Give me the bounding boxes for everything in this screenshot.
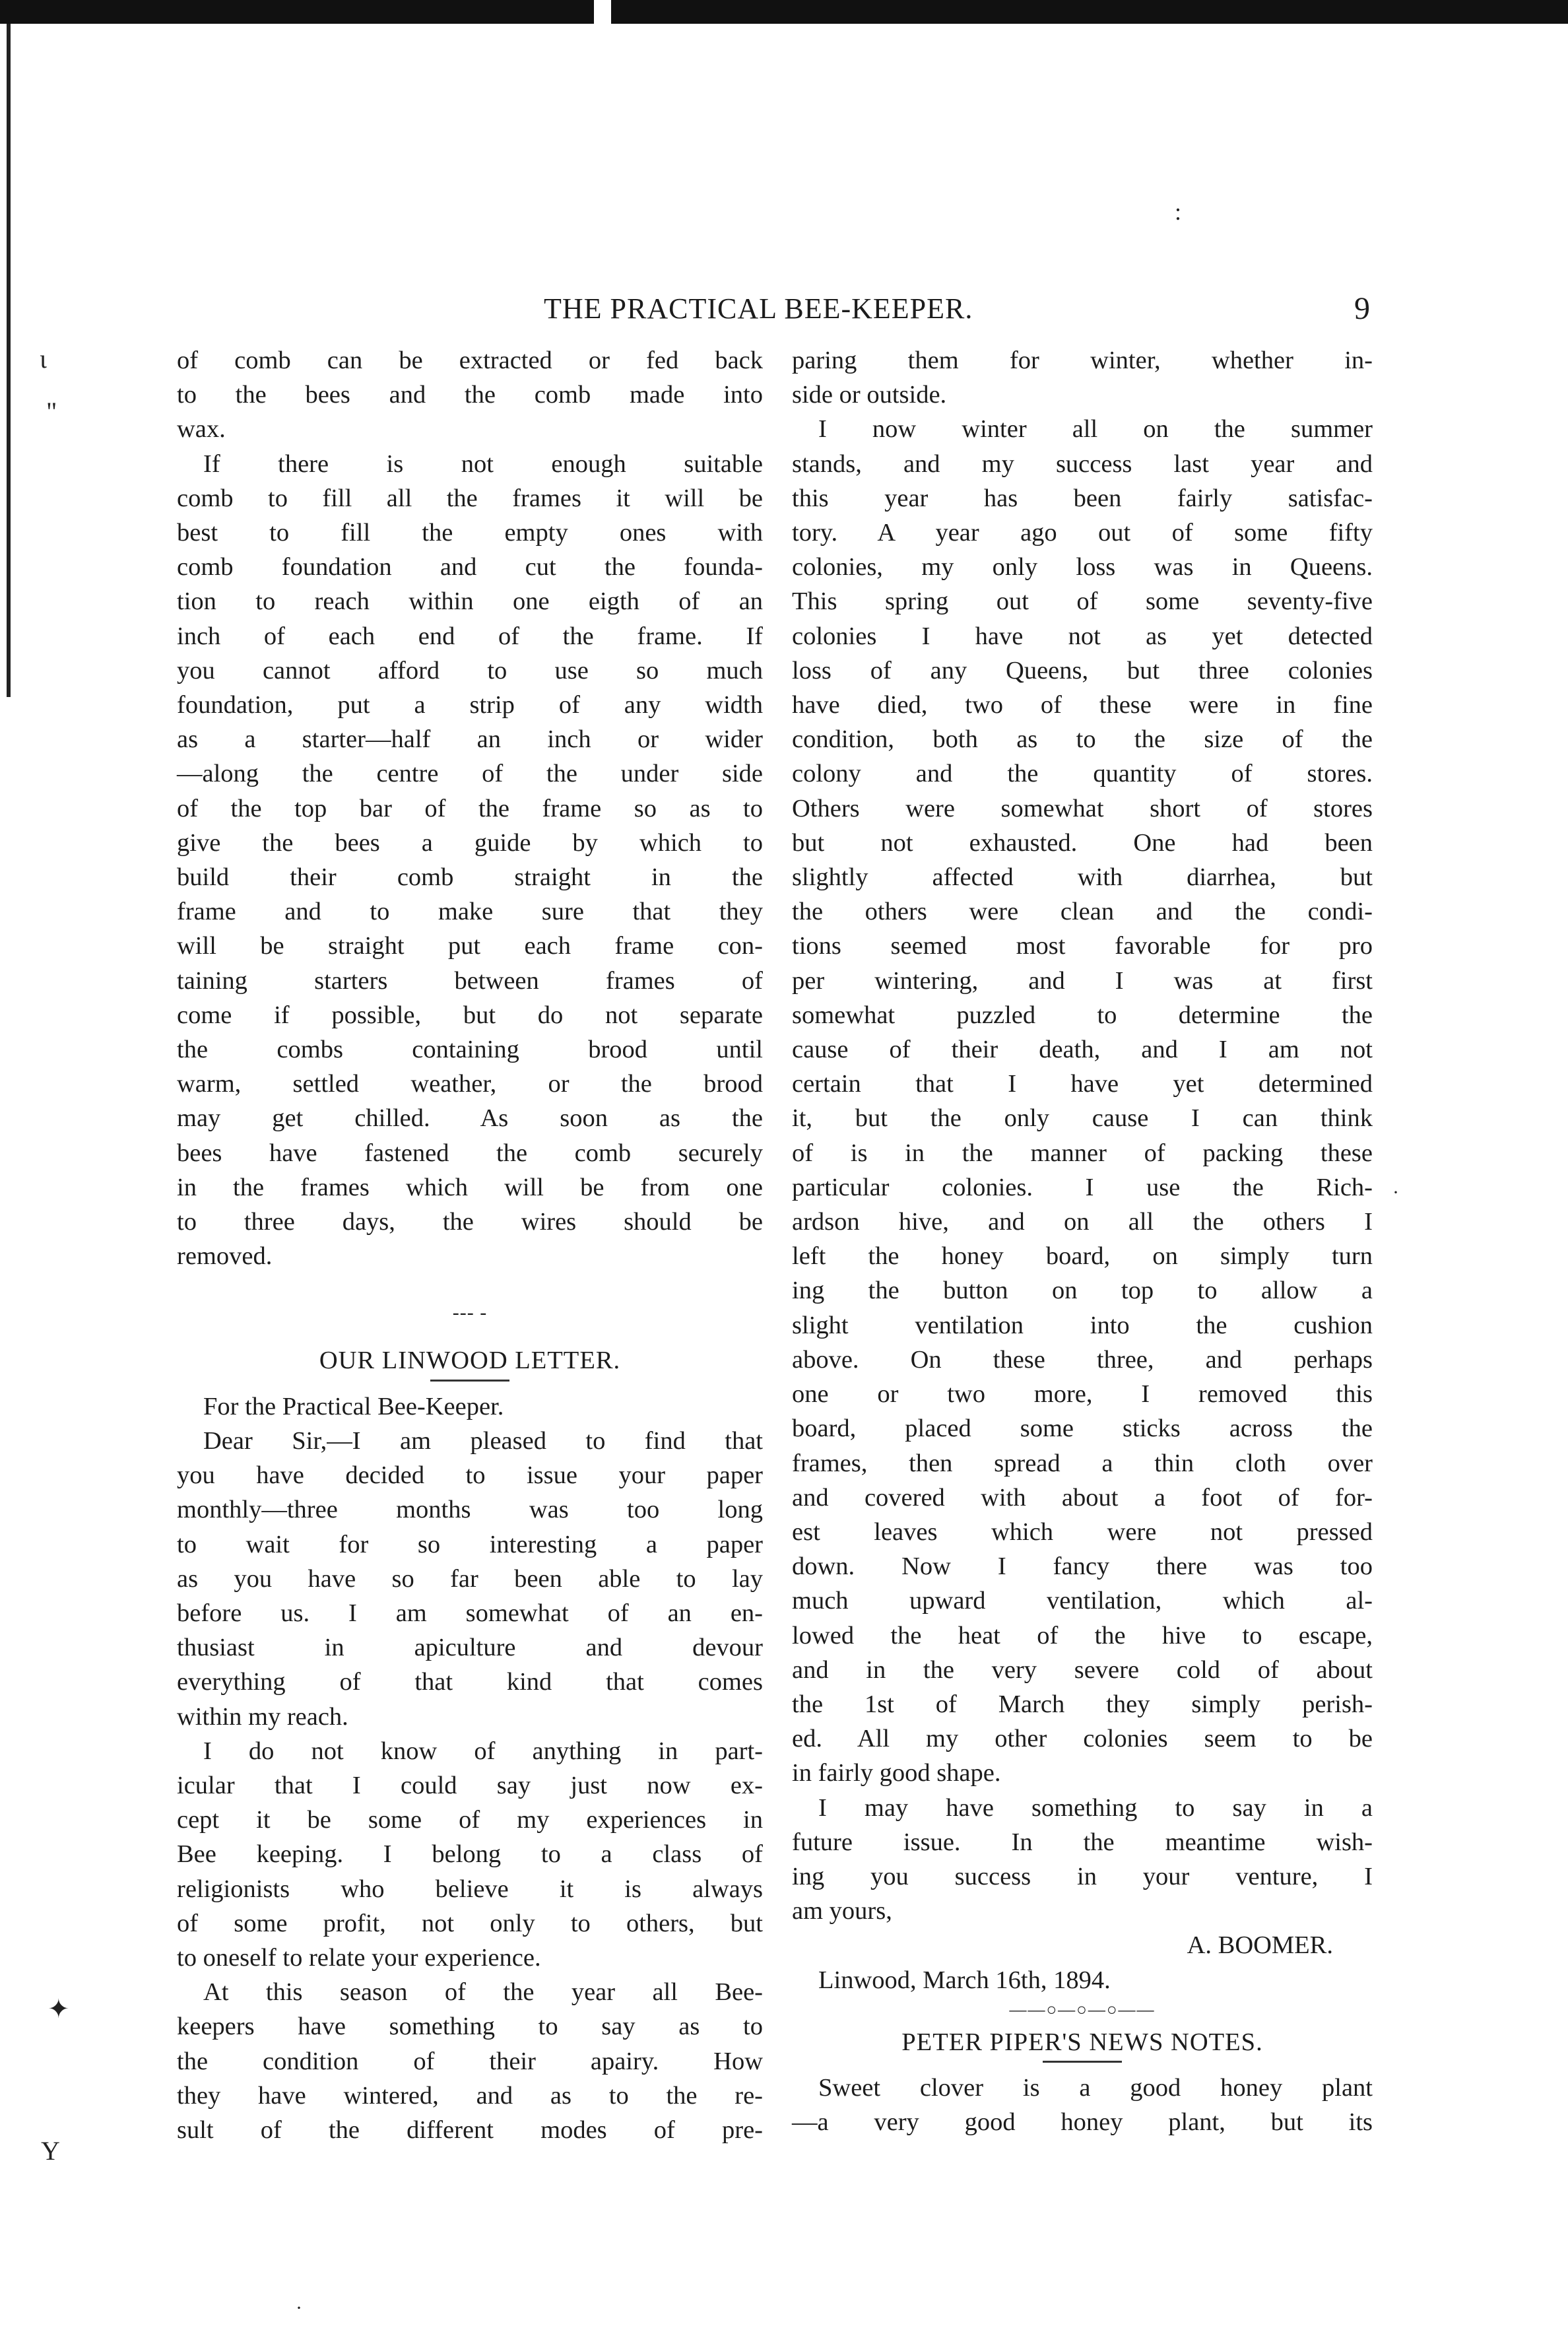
text-line: and covered with about a foot of for- (792, 1483, 1373, 1512)
text-line: ed. All my other colonies seem to be (792, 1725, 1373, 1753)
text-line: the others were clean and the condi- (792, 898, 1373, 926)
page-number: 9 (1354, 291, 1370, 326)
text-line: I now winter all on the summer (818, 415, 1373, 444)
text-line: to three days, the wires should be (177, 1208, 763, 1236)
text-line: comb to fill all the frames it will be (177, 484, 763, 512)
text-line: I may have something to say in a (818, 1793, 1373, 1822)
paragraph (177, 1424, 763, 1734)
text-line: condition, both as to the size of the (792, 725, 1373, 754)
text-line: frame and to make sure that they (177, 898, 763, 926)
text-line: to oneself to relate your experience. (177, 1943, 541, 1972)
text-line: warm, settled weather, or the brood (177, 1070, 763, 1098)
text-line: as you have so far been able to lay (177, 1564, 763, 1593)
paragraph (177, 343, 763, 447)
text-line: before us. I am somewhat of an en- (177, 1599, 763, 1627)
heading-rule (1043, 2061, 1122, 2063)
text-line: it, but the only cause I can think (792, 1104, 1373, 1133)
text-line: slight ventilation into the cushion (792, 1311, 1373, 1339)
text-line: tory. A year ago out of some fifty (792, 519, 1373, 547)
text-line: colony and the quantity of stores. (792, 760, 1373, 788)
paragraph (177, 1734, 763, 1975)
text-line: I do not know of anything in part- (203, 1737, 763, 1765)
ornamental-divider: ——○—○—○—— (1009, 1999, 1156, 2019)
text-line: slightly affected with diarrhea, but (792, 863, 1373, 892)
text-line: paring them for winter, whether in- (792, 347, 1373, 374)
margin-mark: : (1175, 199, 1182, 225)
text-line: one or two more, I removed this (792, 1380, 1373, 1409)
text-line: monthly—three months was too long (177, 1496, 763, 1524)
margin-mark: · (1392, 1182, 1399, 1203)
text-line: At this season of the year all Bee- (203, 1978, 763, 2007)
text-line: particular colonies. I use the Rich- (792, 1173, 1373, 1201)
section-divider: --- - (452, 1302, 488, 1324)
text-line: you have decided to issue your paper (177, 1461, 763, 1490)
text-line: Others were somewhat short of stores (792, 794, 1373, 822)
text-line: the condition of their apairy. How (177, 2047, 763, 2075)
text-line: Sweet clover is a good honey plant (818, 2073, 1373, 2102)
text-line: come if possible, but do not separate (177, 1001, 763, 1029)
right-column (792, 343, 1373, 2139)
paragraph (792, 343, 1373, 412)
paragraph (792, 2071, 1373, 2139)
text-line: the combs containing brood until (177, 1036, 763, 1064)
text-line: as a starter—half an inch or wider (177, 725, 763, 754)
heading-rule (430, 1380, 509, 1382)
letter-heading: OUR LINWOOD LETTER. (319, 1347, 621, 1375)
text-line: loss of any Queens, but three colonies (792, 656, 1373, 684)
text-line: the 1st of March they simply perish- (792, 1690, 1373, 1718)
text-line: If there is not enough suitable (203, 450, 763, 478)
text-line: icular that I could say just now ex- (177, 1771, 763, 1799)
notes-heading: PETER PIPER'S NEWS NOTES. (901, 2028, 1263, 2056)
text-line: ardson hive, and on all the others I (792, 1208, 1373, 1236)
text-line: est leaves which were not pressed (792, 1517, 1373, 1546)
text-line: ing the button on top to allow a (792, 1277, 1373, 1305)
text-line: lowed the heat of the hive to escape, (792, 1621, 1373, 1650)
running-title: THE PRACTICAL BEE-KEEPER. (544, 292, 973, 325)
margin-mark: ι (40, 344, 47, 374)
text-line: sult of the different modes of pre- (177, 2116, 763, 2144)
text-line: left the honey board, on simply turn (792, 1242, 1373, 1271)
top-border-gap (594, 0, 611, 24)
text-line: wax. (177, 415, 226, 444)
text-line: colonies I have not as yet detected (792, 622, 1373, 650)
text-line: will be straight put each frame con- (177, 932, 763, 960)
text-line: of the top bar of the frame so as to (177, 794, 763, 822)
paragraph (792, 1791, 1373, 1929)
text-line: side or outside. (792, 381, 947, 409)
text-line: board, placed some sticks across the (792, 1415, 1373, 1443)
text-line: This spring out of some seventy-five (792, 587, 1373, 616)
left-column (177, 343, 763, 2147)
text-line: ing you success in your venture, I (792, 1862, 1373, 1890)
text-line: Bee keeping. I belong to a class of (177, 1840, 763, 1869)
text-line: am yours, (792, 1897, 892, 1925)
paragraph (177, 1975, 763, 2147)
text-line: tion to reach within one eigth of an (177, 587, 763, 616)
text-line: taining starters between frames of (177, 966, 763, 995)
addressee-line: For the Practical Bee-Keeper. (203, 1392, 504, 1420)
text-line: much upward ventilation, which al- (792, 1587, 1373, 1615)
text-line: build their comb straight in the (177, 863, 763, 892)
text-line: thusiast in apiculture and devour (177, 1634, 763, 1662)
text-line: of comb can be extracted or fed back (177, 347, 763, 374)
text-line: but not exhausted. One had been (792, 828, 1373, 857)
text-line: and in the very severe cold of about (792, 1655, 1373, 1684)
text-line: this year has been fairly satisfac- (792, 484, 1373, 512)
text-line: of is in the manner of packing these (792, 1139, 1373, 1167)
text-line: Dear Sir,—I am pleased to find that (203, 1426, 763, 1455)
text-line: may get chilled. As soon as the (177, 1104, 763, 1133)
text-line: colonies, my only loss was in Queens. (792, 553, 1373, 582)
text-line: you cannot afford to use so much (177, 656, 763, 684)
text-line: somewhat puzzled to determine the (792, 1001, 1373, 1029)
text-line: have died, two of these were in fine (792, 691, 1373, 719)
text-line: above. On these three, and perhaps (792, 1345, 1373, 1374)
text-line: inch of each end of the frame. If (177, 622, 763, 650)
text-line: certain that I have yet determined (792, 1070, 1373, 1098)
text-line: tions seemed most favorable for pro (792, 932, 1373, 960)
text-line: give the bees a guide by which to (177, 828, 763, 857)
text-line: in fairly good shape. (792, 1759, 1001, 1787)
text-line: cause of their death, and I am not (792, 1036, 1373, 1064)
text-line: to the bees and the comb made into (177, 381, 763, 409)
text-line: comb foundation and cut the founda- (177, 553, 763, 582)
margin-mark: ✦ (48, 1994, 70, 2024)
text-line: —a very good honey plant, but its (792, 2108, 1373, 2137)
text-line: religionists who believe it is always (177, 1875, 763, 1903)
text-line: per wintering, and I was at first (792, 966, 1373, 995)
paragraph (177, 447, 763, 1274)
text-line: in the frames which will be from one (177, 1173, 763, 1201)
text-line: removed. (177, 1242, 273, 1271)
text-line: of some profit, not only to others, but (177, 1909, 763, 1937)
paragraph (792, 412, 1373, 1790)
margin-mark: Y (41, 2136, 60, 2166)
text-line: keepers have something to say as to (177, 2013, 763, 2041)
top-border (0, 0, 1568, 24)
text-line: —along the centre of the under side (177, 760, 763, 788)
text-line: to wait for so interesting a paper (177, 1530, 763, 1558)
text-line: everything of that kind that comes (177, 1668, 763, 1696)
left-binding-edge (7, 24, 11, 697)
text-line: bees have fastened the comb securely (177, 1139, 763, 1167)
signature: A. BOOMER. (1187, 1931, 1333, 1960)
margin-mark: · (296, 2297, 302, 2319)
text-line: within my reach. (177, 1702, 348, 1731)
dateline: Linwood, March 16th, 1894. (818, 1966, 1111, 1994)
text-line: frames, then spread a thin cloth over (792, 1449, 1373, 1477)
text-line: foundation, put a strip of any width (177, 691, 763, 719)
text-line: best to fill the empty ones with (177, 519, 763, 547)
text-line: stands, and my success last year and (792, 450, 1373, 478)
text-line: cept it be some of my experiences in (177, 1806, 763, 1834)
margin-mark: " (46, 397, 57, 426)
text-line: future issue. In the meantime wish- (792, 1828, 1373, 1856)
text-line: they have wintered, and as to the re- (177, 2081, 763, 2110)
text-line: down. Now I fancy there was too (792, 1552, 1373, 1581)
page-header (0, 290, 1568, 337)
